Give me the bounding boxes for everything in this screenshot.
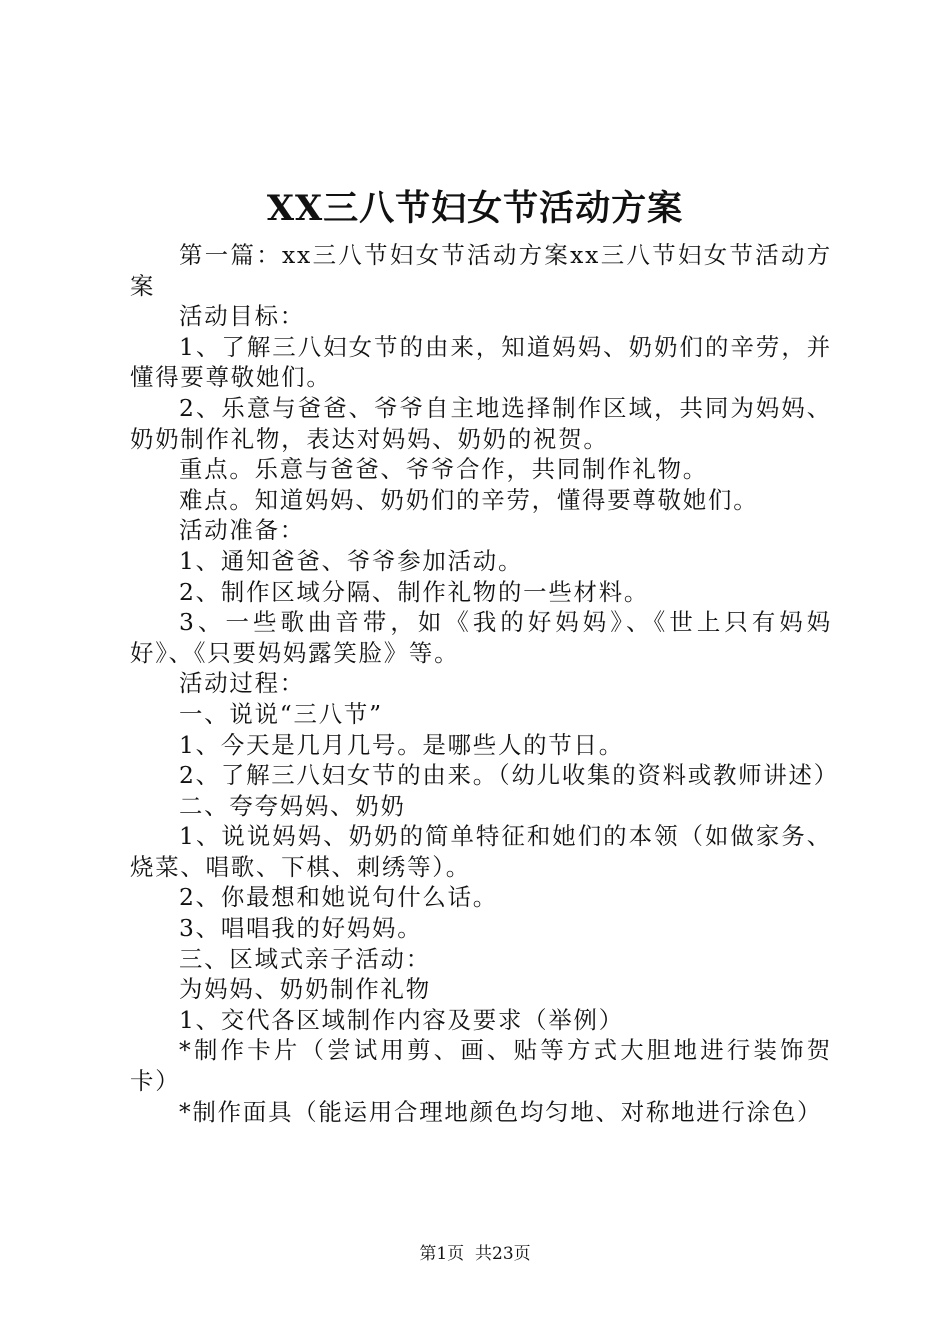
paragraph: 2、你最想和她说句什么话。 — [179, 883, 498, 912]
paragraph: 1、了解三八妇女节的由来，知道妈妈、奶奶们的辛劳，并懂得要尊敬她们。 — [130, 332, 832, 392]
paragraph: 3、唱唱我的好妈妈。 — [179, 914, 423, 943]
paragraph: 1、说说妈妈、奶奶的简单特征和她们的本领（如做家务、烧菜、唱歌、下棋、刺绣等）。 — [130, 822, 832, 881]
document-title: XX三八节妇女节活动方案 — [266, 188, 684, 229]
paragraph: 2、制作区域分隔、制作礼物的一些材料。 — [179, 577, 650, 606]
page-total: 共23页 — [475, 1244, 531, 1264]
paragraph: 活动目标： — [179, 302, 305, 331]
document-body — [130, 240, 839, 1127]
page-footer — [0, 1242, 950, 1266]
paragraph: 2、乐意与爸爸、爷爷自主地选择制作区域，共同为妈妈、奶奶制作礼物，表达对妈妈、奶奶的祝贺。 — [130, 393, 832, 453]
paragraph: 为妈妈、奶奶制作礼物 — [179, 975, 431, 1004]
paragraph: 1、通知爸爸、爷爷参加活动。 — [179, 546, 524, 575]
paragraph: 1、今天是几月几号。是哪些人的节日。 — [179, 730, 624, 759]
paragraph: 1、交代各区域制作内容及要求（举例） — [179, 1005, 624, 1034]
paragraph: 三、区域式亲子活动： — [179, 944, 431, 973]
paragraph: 难点。知道妈妈、奶奶们的辛劳，懂得要尊敬她们。 — [179, 485, 759, 514]
paragraph: *制作卡片（尝试用剪、画、贴等方式大胆地进行装饰贺卡） — [130, 1036, 832, 1096]
paragraph: 一、说说“三八节” — [179, 699, 383, 728]
paragraph: 活动过程： — [179, 669, 305, 698]
page-number: 第1页 — [419, 1244, 465, 1264]
paragraph: *制作面具（能运用合理地颜色均匀地、对称地进行涂色） — [179, 1097, 823, 1126]
paragraph: 3、一些歌曲音带，如《我的好妈妈》、《世上只有妈妈好》、《只要妈妈露笑脸》等。 — [130, 608, 832, 667]
paragraph: 2、了解三八妇女节的由来。（幼儿收集的资料或教师讲述） — [179, 761, 839, 790]
paragraph: 重点。乐意与爸爸、爷爷合作，共同制作礼物。 — [179, 455, 709, 484]
paragraph: 第一篇：xx三八节妇女节活动方案xx三八节妇女节活动方案 — [130, 241, 832, 300]
paragraph: 活动准备： — [179, 516, 305, 545]
paragraph: 二、夸夸妈妈、奶奶 — [179, 791, 406, 820]
